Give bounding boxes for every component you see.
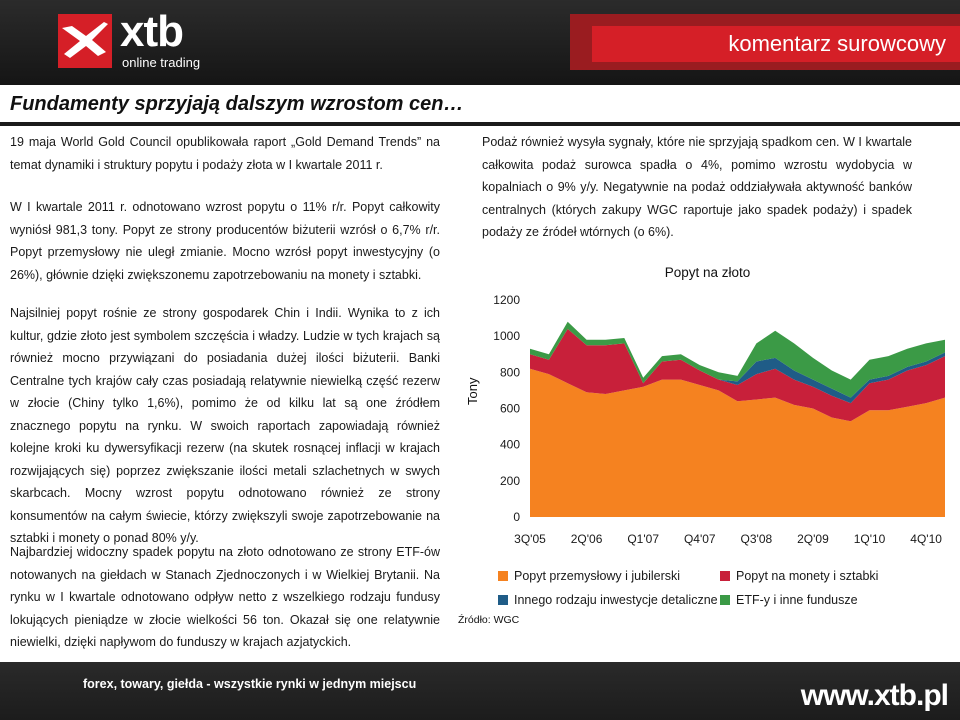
- y-tick-label: 0: [513, 510, 520, 524]
- x-tick-label: Q1'07: [627, 532, 660, 546]
- legend-swatch: [720, 571, 730, 581]
- chart-source: Źródło: WGC: [458, 614, 520, 626]
- paragraph-china-india: Najsilniej popyt rośnie ze strony gospodarek Chin i Indii. Wynika to z ich kultur, gdzie złoto jest symbolem szczęścia i władzy. Ludzie w tych krajach są również mocno przywiązani do posiadania dużej ilości biżuterii. Banki Centralne tych krajów cały czas posiadają relatywnie niewielką część rezerw w złocie (Chiny tylko 1,6%), pomimo że od kilku lat są one źródłem znacznego popytu na rynku. W swoich raportach zapowiadają również kolejne kroki ku dywersyfikacji rezerw (na skutek rosnącej inflacji w krajach rozwijających się) poprzez zwiększanie ilości metali szlachetnych w swych skarbcach. Mocny wzrost popytu odnotowano również ze strony konsumentów na całym świecie, którzy zwiększyli swoje zapotrzebowanie na sztabki i monety o ponad 80% y/y.: [10, 306, 440, 545]
- header: [0, 0, 960, 85]
- paragraph-supply: Podaż również wysyła sygnały, które nie sprzyjają spadkom cen. W I kwartale całkowita podaż surowca spadła o 4%, pomimo wzrostu wydobycia w kopalniach o 9% y/y. Negatywnie na podaż oddziaływała aktywność banków centralnych (których zakupy WGC raportuje jako spadek podaży) i spadek podaży ze źródeł wtórnych (o 6%).: [482, 135, 912, 239]
- paragraph-etf: Najbardziej widoczny spadek popytu na złoto odnotowano ze strony ETF-ów notowanych na giełdach w Stanach Zjednoczonych i w Wielkiej Brytanii. Na rynku w I kwartale odnotowano odpływ netto z wszelkiego rodzaju fundusy lokujących pieniądze w złocie wielkości 56 ton. Okazał się one relatywnie niewielki, dzięki napływom do funduszy w krajach azjatyckich.: [10, 545, 440, 649]
- x-logo-icon: [58, 14, 112, 68]
- title-divider: [0, 122, 960, 126]
- legend-label: Popyt przemysłowy i jubilerski: [514, 569, 681, 583]
- x-tick-label: 3Q'05: [514, 532, 546, 546]
- section-badge-inner: [592, 26, 960, 62]
- x-tick-label: 2Q'09: [797, 532, 829, 546]
- chart-legend: [498, 567, 948, 607]
- y-tick-label: 400: [499, 437, 520, 452]
- x-tick-label: 4Q'10: [910, 532, 942, 546]
- legend-swatch: [498, 571, 508, 581]
- xtb-logo-mark: [58, 14, 112, 68]
- legend-item-retail-investment: [498, 593, 718, 607]
- y-tick-label: 600: [499, 401, 520, 416]
- x-tick-label: 2Q'06: [570, 532, 603, 546]
- chart-title: Popyt na złoto: [664, 265, 751, 280]
- legend-item-coins-bars: [720, 569, 878, 583]
- legend-swatch: [498, 595, 508, 605]
- section-badge-label: komentarz surowcowy: [728, 31, 946, 56]
- chart-plot: [455, 255, 960, 567]
- legend-label: ETF-y i inne fundusze: [736, 593, 858, 607]
- y-tick-label: 200: [499, 473, 520, 488]
- y-tick-label: 800: [499, 365, 520, 380]
- footer-tagline: forex, towary, giełda - wszystkie rynki w jednym miejscu: [83, 677, 417, 691]
- brand-name: xtb: [120, 7, 183, 56]
- footer-url: www.xtb.pl: [800, 679, 948, 712]
- x-tick-label: Q4'07: [683, 532, 716, 546]
- article-title: Fundamenty sprzyjają dalszym wzrostom cen…: [10, 93, 464, 115]
- chart-y-axis-label: Tony: [465, 377, 480, 405]
- legend-item-jewellery: [498, 569, 680, 583]
- brand-tagline: online trading: [122, 55, 201, 70]
- x-tick-label: Q3'08: [740, 532, 773, 546]
- x-tick-label: 1Q'10: [853, 532, 886, 546]
- paragraph-intro: 19 maja World Gold Council opublikowała raport „Gold Demand Trends” na temat dynamiki i struktury popytu i podaży złota w I kwartale 2011 r.: [10, 135, 440, 172]
- legend-label: Innego rodzaju inwestycje detaliczne: [514, 593, 718, 607]
- paragraph-demand: W I kwartale 2011 r. odnotowano wzrost popytu o 11% r/r. Popyt całkowity wyniósł 981,3 tony. Popyt ze strony producentów biżuterii wzrósł o 6,7% r/r. Popyt przemysłowy nie uległ zmianie. Mocno wzrósł popyt inwestycyjny (o 26%), głównie dzięki zwiększonemu zapotrzebowaniu na monety i sztabki.: [10, 200, 440, 282]
- footer: [0, 662, 960, 720]
- y-tick-label: 1000: [493, 329, 520, 344]
- legend-label: Popyt na monety i sztabki: [736, 569, 879, 583]
- y-tick-label: 1200: [493, 293, 520, 307]
- legend-swatch: [720, 595, 730, 605]
- gold-demand-chart: [455, 255, 960, 630]
- legend-item-etf: [720, 593, 858, 607]
- section-badge: [570, 14, 960, 70]
